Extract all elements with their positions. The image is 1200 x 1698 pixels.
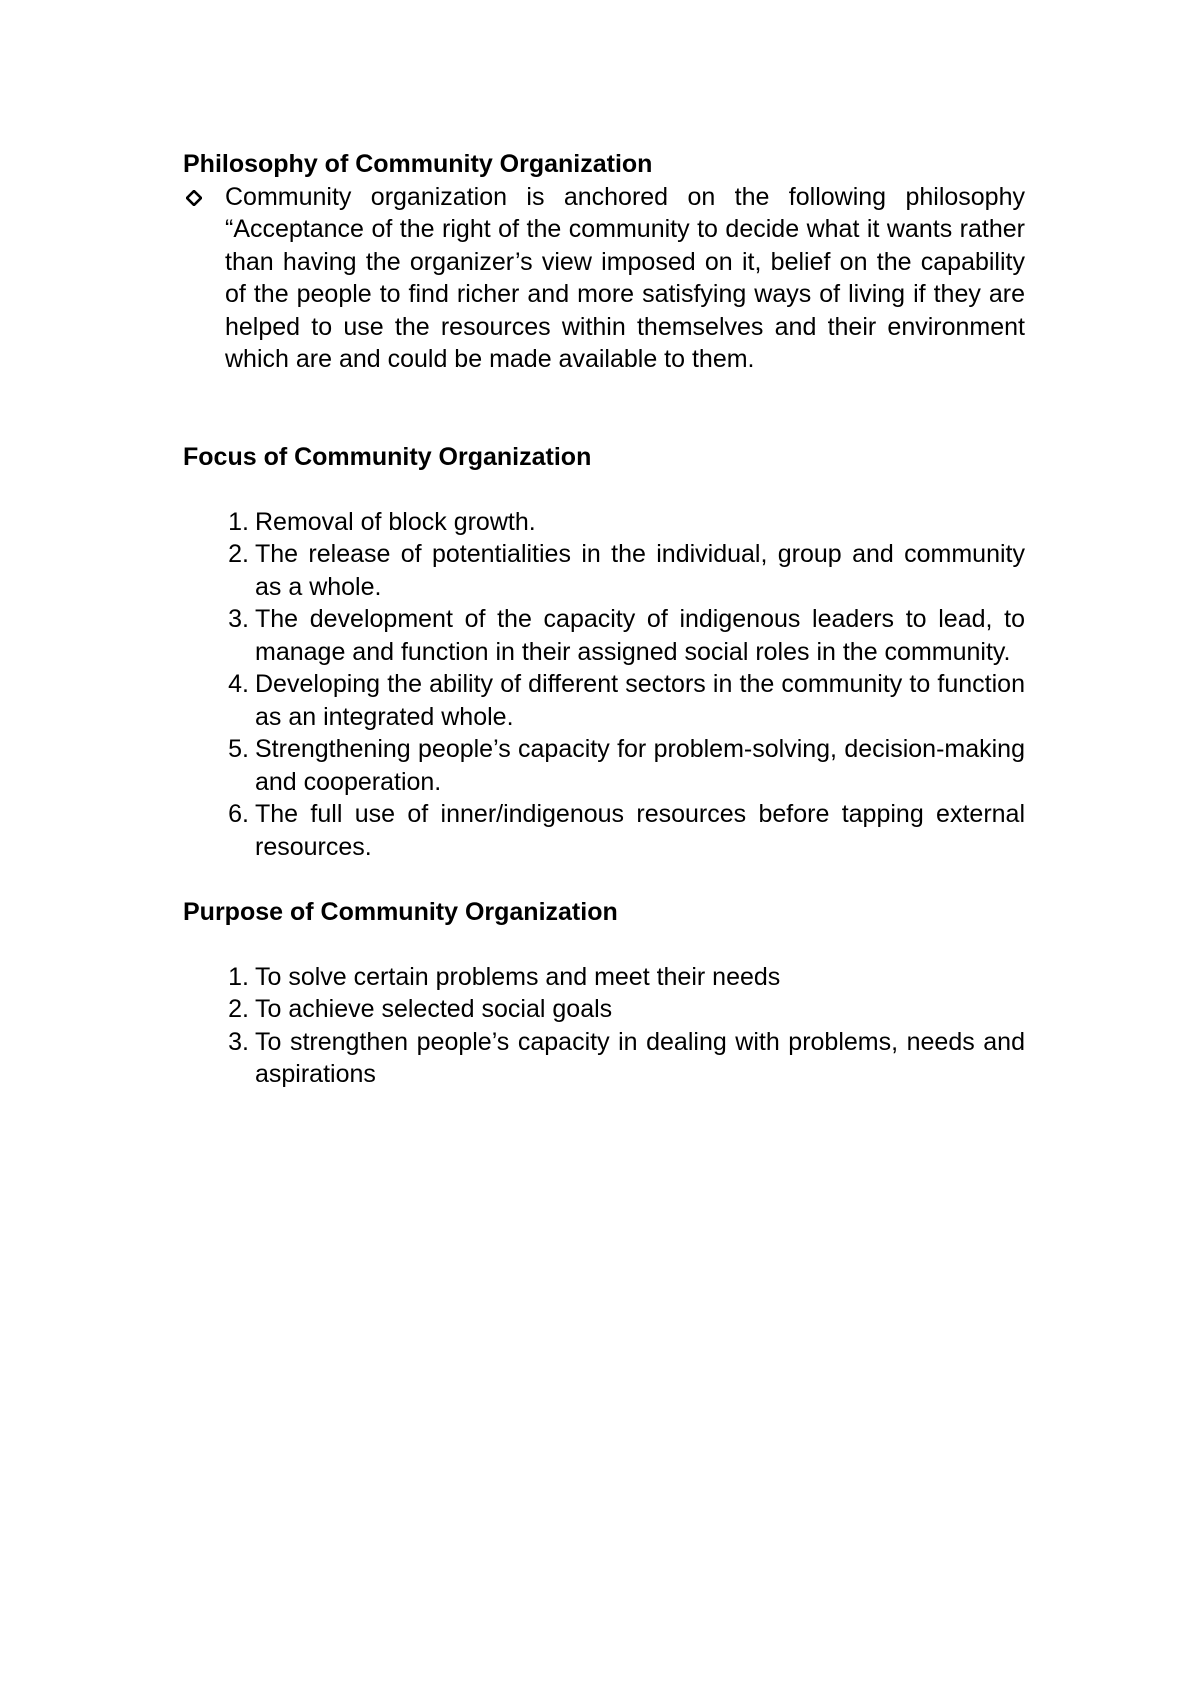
list-item-text: Strengthening people’s capacity for problem-solving, decision-making and cooperation. [255, 735, 1025, 796]
list-number: 2. [228, 540, 249, 568]
list-number: 1. [228, 962, 249, 991]
purpose-list-item [183, 961, 1025, 994]
list-item-text: Removal of block growth. [255, 507, 536, 536]
focus-list-item [183, 506, 1025, 539]
list-number: 2. [228, 995, 249, 1023]
list-item-text: The development of the capacity of indigenous leaders to lead, to manage and function in their assigned social roles in the community. [255, 605, 1025, 666]
philosophy-heading: Philosophy of Community Organization [183, 150, 653, 178]
focus-list-item [183, 668, 1025, 733]
list-number: 6. [228, 800, 249, 828]
list-item-text: To achieve selected social goals [255, 995, 613, 1023]
document-content [183, 148, 1025, 1091]
list-item-text: To strengthen people’s capacity in dealing with problems, needs and aspirations [255, 1027, 1025, 1088]
list-number: 3. [228, 605, 249, 633]
philosophy-bullet-text: Community organization is anchored on the following philosophy “Acceptance of the right of the community to decide what it wants rather than having the organizer’s view imposed on it, belief on the capability of the people to find richer and more satisfying ways of living if they are helped to use the resources within themselves and their environment which are and could be made available to them. [225, 182, 1025, 373]
list-item-text: Developing the ability of different sectors in the community to function as an integrated whole. [255, 670, 1025, 731]
purpose-list [183, 961, 1025, 1091]
list-number: 5. [228, 735, 249, 763]
hollow-diamond-icon [183, 181, 225, 214]
philosophy-bullet [183, 181, 1025, 376]
list-number: 4. [228, 670, 249, 698]
list-number: 3. [228, 1027, 249, 1056]
purpose-list-item [183, 993, 1025, 1026]
list-item-text: The full use of inner/indigenous resources before tapping external resources. [255, 800, 1025, 861]
focus-list [183, 506, 1025, 864]
purpose-section [183, 896, 1025, 1091]
purpose-heading: Purpose of Community Organization [183, 897, 618, 926]
list-item-text: To solve certain problems and meet their needs [255, 962, 781, 991]
focus-section [183, 441, 1025, 864]
focus-list-item [183, 603, 1025, 668]
purpose-list-item [183, 1026, 1025, 1091]
focus-list-item [183, 733, 1025, 798]
list-item-text: The release of potentialities in the individual, group and community as a whole. [255, 540, 1025, 601]
focus-list-item [183, 538, 1025, 603]
focus-heading: Focus of Community Organization [183, 442, 592, 471]
focus-list-item [183, 798, 1025, 863]
list-number: 1. [228, 507, 249, 536]
philosophy-section [183, 148, 1025, 376]
